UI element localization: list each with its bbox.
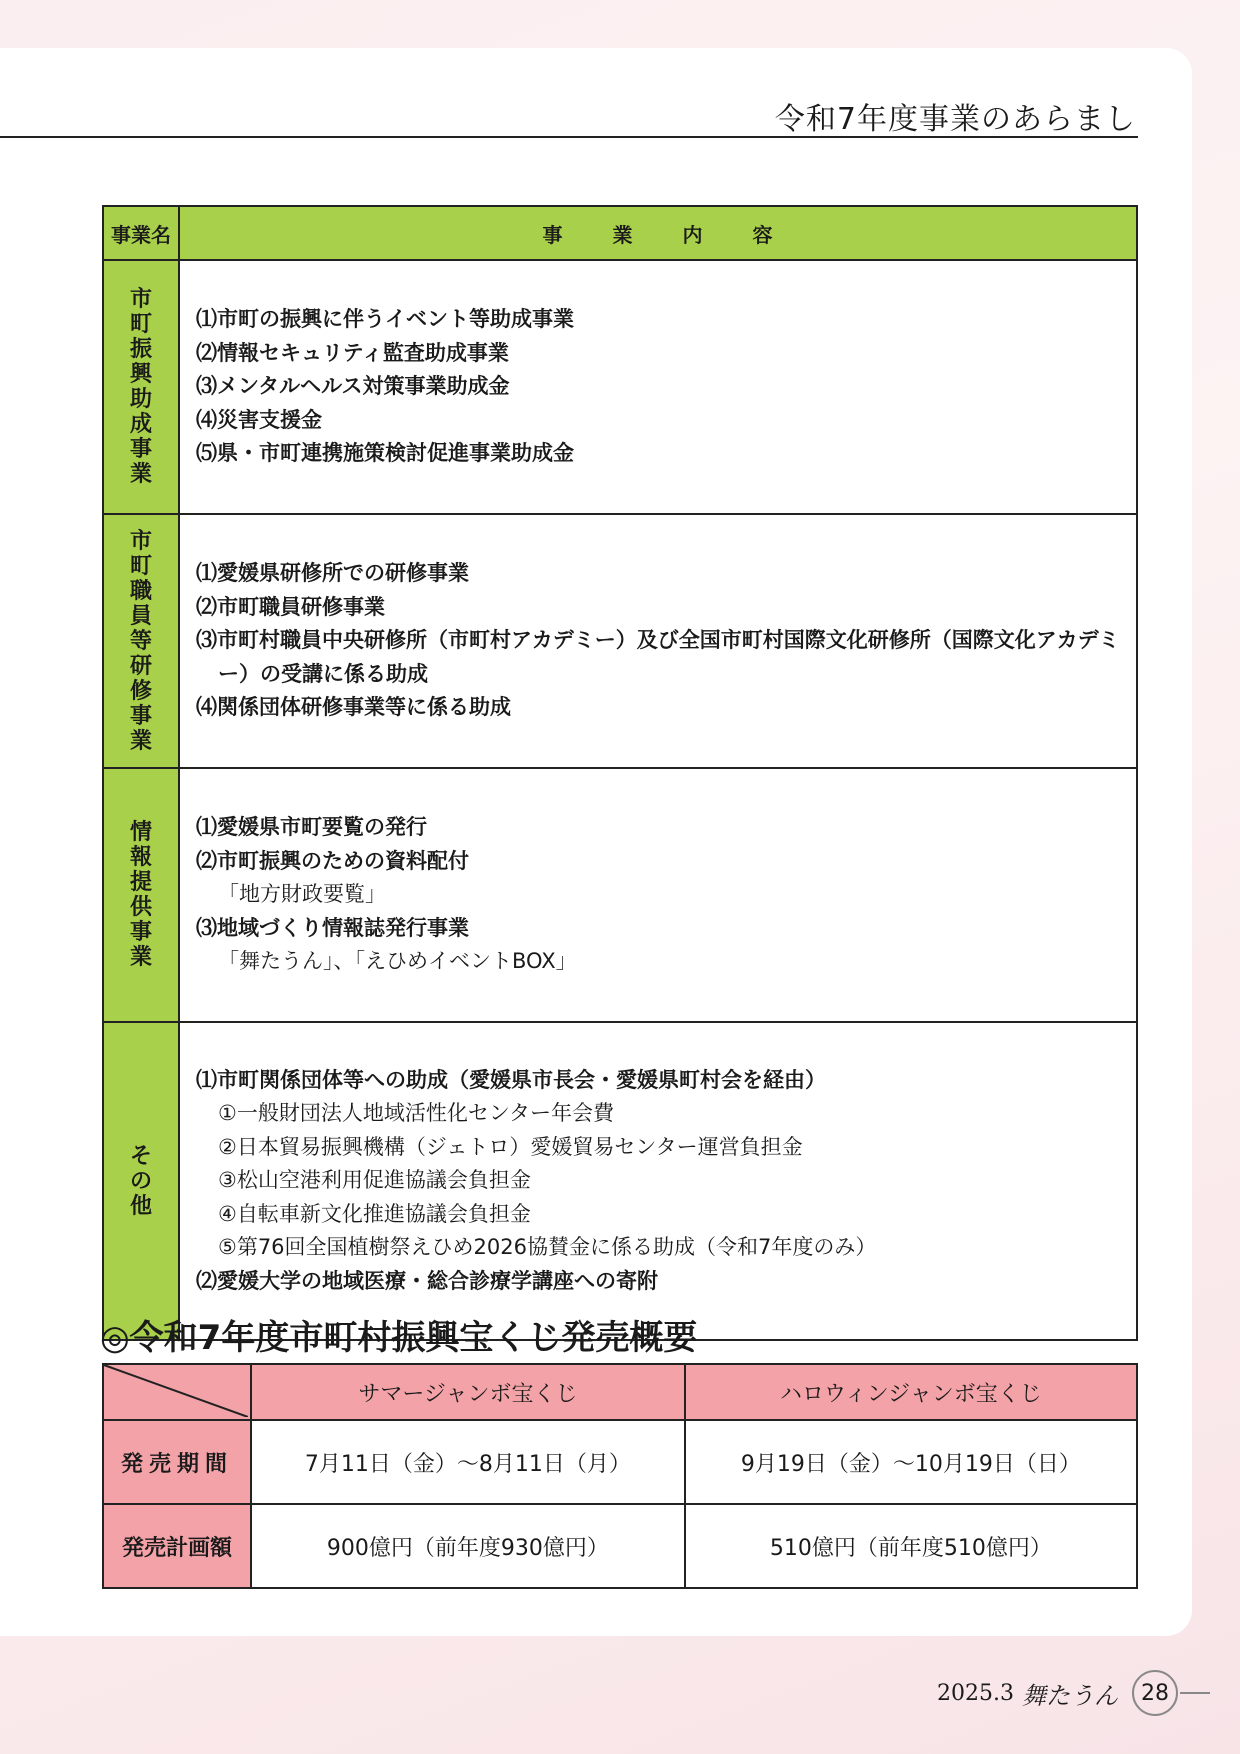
content-line: ⑵市町振興のための資料配付 (196, 848, 469, 873)
row-content (179, 514, 1137, 768)
row-label-sale-period: 発売期間 (103, 1420, 251, 1504)
page-header-title: 令和7年度事業のあらまし (774, 102, 1136, 137)
content-line: ⑤第76回全国植樹祭えひめ2026協賛金に係る助成（令和7年度のみ） (218, 1235, 877, 1260)
content-line: ⑵市町職員研修事業 (196, 594, 385, 619)
sale-period-summer: 7月11日（金）～8月11日（月） (251, 1420, 685, 1504)
table-row (103, 1022, 1137, 1340)
row-content (179, 768, 1137, 1022)
content-line: ①一般財団法人地域活性化センター年会費 (218, 1101, 614, 1126)
row-name-cell (103, 768, 179, 1022)
col-summer-jumbo: サマージャンボ宝くじ (251, 1364, 685, 1420)
table-row (103, 1420, 1137, 1504)
row-name: 市町職員等研修事業 (129, 528, 152, 754)
content-line: ④自転車新文化推進協議会負担金 (218, 1201, 531, 1226)
magazine-logo: 舞たうん (1022, 1681, 1118, 1710)
col-business-content: 事業内容 (179, 206, 1137, 260)
content-line: ②日本貿易振興機構（ジェトロ）愛媛貿易センター運営負担金 (218, 1134, 803, 1159)
table-row (103, 260, 1137, 514)
issue-date: 2025.3 (937, 1680, 1014, 1706)
row-name-cell (103, 1022, 179, 1340)
content-line: ⑵情報セキュリティ監査助成事業 (196, 340, 509, 365)
row-content (179, 260, 1137, 514)
lottery-header-row (103, 1364, 1137, 1420)
sale-period-halloween: 9月19日（金）～10月19日（日） (685, 1420, 1137, 1504)
lottery-section-title: ◎令和7年度市町村振興宝くじ発売概要 (100, 1318, 698, 1358)
diagonal-line (104, 1365, 248, 1417)
page-number: 28 (1132, 1670, 1178, 1716)
page-footer (937, 1670, 1210, 1716)
row-name: 情報提供事業 (129, 820, 152, 970)
content-line: ⑷関係団体研修事業等に係る助成 (196, 695, 511, 720)
content-line: 「地方財政要覧」 (218, 882, 386, 907)
row-name-cell (103, 514, 179, 768)
corner-cell (103, 1364, 251, 1420)
row-name: その他 (129, 1143, 152, 1219)
table-row (103, 1504, 1137, 1588)
content-line: ⑴愛媛県市町要覧の発行 (196, 815, 427, 840)
content-line: ⑷災害支援金 (196, 407, 322, 432)
content-line: ⑴市町関係団体等への助成（愛媛県市長会・愛媛県町村会を経由） (196, 1067, 826, 1092)
content-line: ⑶メンタルヘルス対策事業助成金 (196, 374, 510, 399)
table-row (103, 768, 1137, 1022)
col-business-name: 事業名 (103, 206, 179, 260)
planned-amount-summer: 900億円（前年度930億円） (251, 1504, 685, 1588)
content-line: ⑶市町村職員中央研修所（市町村アカデミー）及び全国市町村国際文化研修所（国際文化アカデミー）の受講に係る助成 (196, 628, 1120, 686)
row-label-planned-amount: 発売計画額 (103, 1504, 251, 1588)
header-rule (0, 136, 1138, 138)
col-halloween-jumbo: ハロウィンジャンボ宝くじ (685, 1364, 1137, 1420)
planned-amount-halloween: 510億円（前年度510億円） (685, 1504, 1137, 1588)
content-line: ⑶地域づくり情報誌発行事業 (196, 915, 469, 940)
content-line: ⑵愛媛大学の地域医療・総合診療学講座への寄附 (196, 1268, 658, 1293)
page-number-tick (1180, 1692, 1210, 1694)
business-table-header (103, 206, 1137, 260)
row-name-cell (103, 260, 179, 514)
content-line: ⑴市町の振興に伴うイベント等助成事業 (196, 307, 574, 332)
row-name: 市町振興助成事業 (129, 287, 152, 487)
lottery-table (102, 1363, 1138, 1589)
row-content (179, 1022, 1137, 1340)
business-table (102, 205, 1138, 1341)
content-line: ⑴愛媛県研修所での研修事業 (196, 561, 469, 586)
table-row (103, 514, 1137, 768)
content-line: 「舞たうん」、「えひめイベントBOX」 (218, 949, 577, 974)
content-line: ③松山空港利用促進協議会負担金 (218, 1168, 531, 1193)
content-line: ⑸県・市町連携施策検討促進事業助成金 (196, 441, 574, 466)
